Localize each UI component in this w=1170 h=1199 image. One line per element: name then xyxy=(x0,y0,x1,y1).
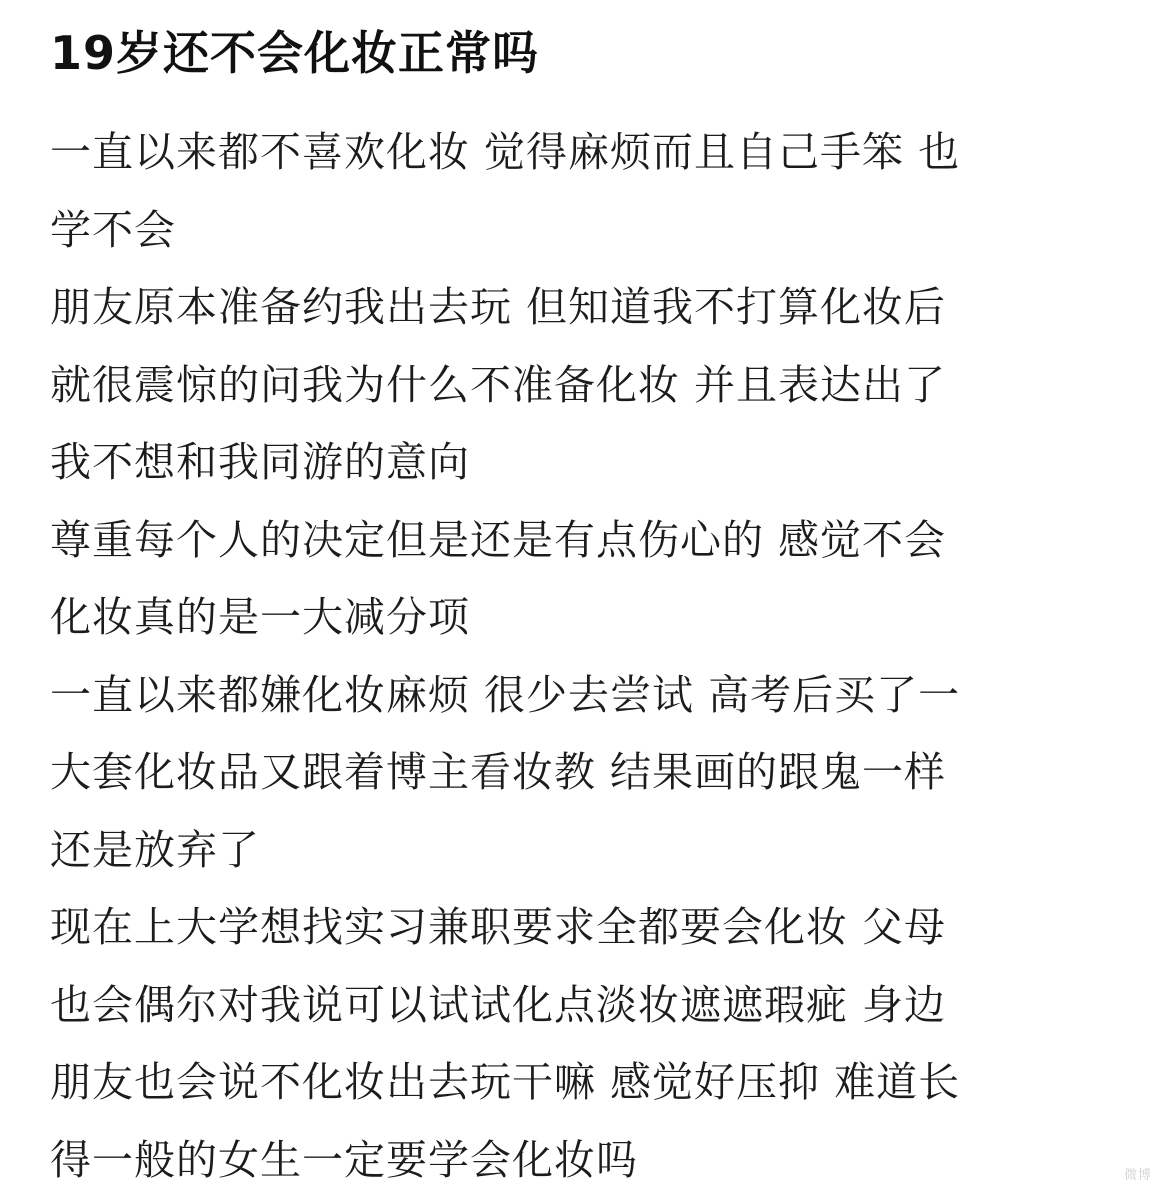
watermark: 微博 xyxy=(1124,1168,1152,1184)
post-body xyxy=(50,114,1130,1199)
body-line: 还是放弃了 xyxy=(50,812,1130,890)
body-line: 也会偶尔对我说可以试试化点淡妆遮遮瑕疵 身边 xyxy=(50,967,1130,1045)
body-line: 就很震惊的问我为什么不准备化妆 并且表达出了 xyxy=(50,347,1130,425)
post xyxy=(50,18,1130,1199)
post-title: 19岁还不会化妆正常吗 xyxy=(50,18,1130,88)
body-line: 学不会 xyxy=(50,192,1130,270)
body-line: 大套化妆品又跟着博主看妆教 结果画的跟鬼一样 xyxy=(50,734,1130,812)
body-line: 得一般的女生一定要学会化妆吗 xyxy=(50,1122,1130,1199)
body-line: 现在上大学想找实习兼职要求全都要会化妆 父母 xyxy=(50,889,1130,967)
body-line: 朋友原本准备约我出去玩 但知道我不打算化妆后 xyxy=(50,269,1130,347)
body-line: 我不想和我同游的意向 xyxy=(50,424,1130,502)
body-line: 一直以来都不喜欢化妆 觉得麻烦而且自己手笨 也 xyxy=(50,114,1130,192)
body-line: 尊重每个人的决定但是还是有点伤心的 感觉不会 xyxy=(50,502,1130,580)
body-line: 朋友也会说不化妆出去玩干嘛 感觉好压抑 难道长 xyxy=(50,1044,1130,1122)
body-line: 一直以来都嫌化妆麻烦 很少去尝试 高考后买了一 xyxy=(50,657,1130,735)
body-line: 化妆真的是一大减分项 xyxy=(50,579,1130,657)
